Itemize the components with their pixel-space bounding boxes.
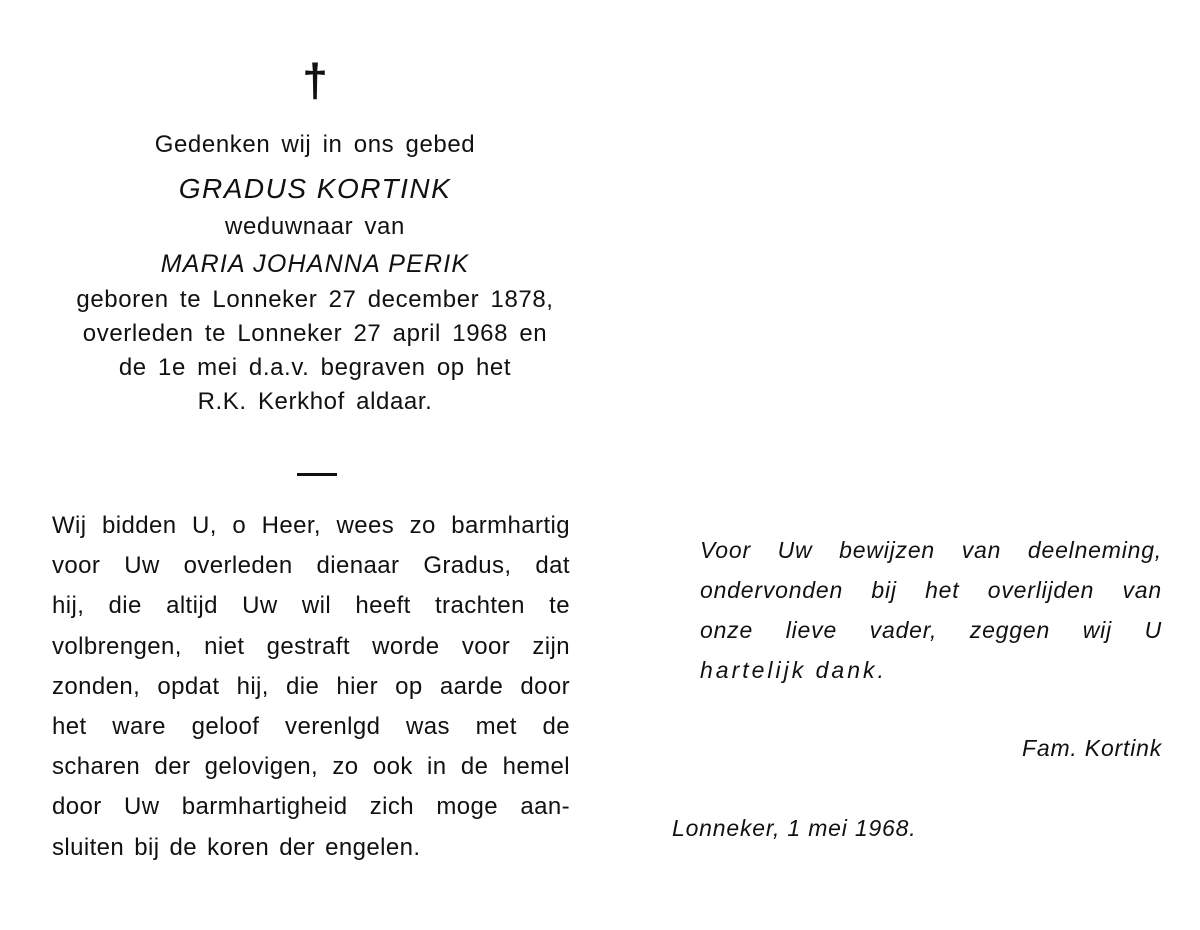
detail-line: de 1e mei d.a.v. begraven op het bbox=[118, 354, 512, 381]
prayer-line: door Uw barmhartigheid zich moge aan- bbox=[52, 793, 570, 821]
thanks-paragraph bbox=[700, 530, 1162, 690]
intro-text: Gedenken wij in ons gebed bbox=[154, 131, 476, 158]
thanks-line: hartelijk dank. bbox=[700, 657, 887, 683]
relation-text: weduwnaar van bbox=[225, 213, 405, 240]
section-divider bbox=[297, 473, 337, 476]
thanks-line: onze lieve vader, zeggen wij U bbox=[700, 617, 1162, 643]
family-signature: Fam. Kortink bbox=[1022, 735, 1162, 761]
spouse-name: MARIA JOHANNA PERIK bbox=[160, 250, 470, 278]
prayer-line: volbrengen, niet gestraft worde voor zijn bbox=[52, 632, 570, 660]
card-header bbox=[40, 55, 590, 476]
prayer-line: zonden, opdat hij, die hier op aarde door bbox=[52, 672, 570, 700]
prayer-line: voor Uw overleden dienaar Gradus, dat bbox=[52, 552, 570, 580]
prayer-line: sluiten bij de koren der engelen. bbox=[52, 833, 421, 861]
deceased-name: GRADUS KORTINK bbox=[178, 173, 452, 204]
prayer-line: hij, die altijd Uw wil heeft trachten te bbox=[52, 592, 570, 620]
thanks-line: ondervonden bij het overlijden van bbox=[700, 577, 1162, 603]
detail-line: R.K. Kerkhof aldaar. bbox=[197, 388, 433, 415]
prayer-line: het ware geloof verenlgd was met de bbox=[52, 712, 570, 740]
cross-icon: † bbox=[302, 54, 328, 106]
detail-line: geboren te Lonneker 27 december 1878, bbox=[76, 286, 554, 313]
prayer-line: Wij bidden U, o Heer, wees zo barmhartig bbox=[52, 512, 570, 539]
detail-line: overleden te Lonneker 27 april 1968 en bbox=[82, 320, 548, 347]
life-details bbox=[40, 283, 590, 419]
prayer-paragraph bbox=[52, 506, 570, 868]
place-date: Lonneker, 1 mei 1968. bbox=[672, 815, 917, 841]
prayer-line: scharen der gelovigen, zo ook in de hemel bbox=[52, 753, 570, 781]
thanks-line: Voor Uw bewijzen van deelneming, bbox=[700, 537, 1162, 563]
